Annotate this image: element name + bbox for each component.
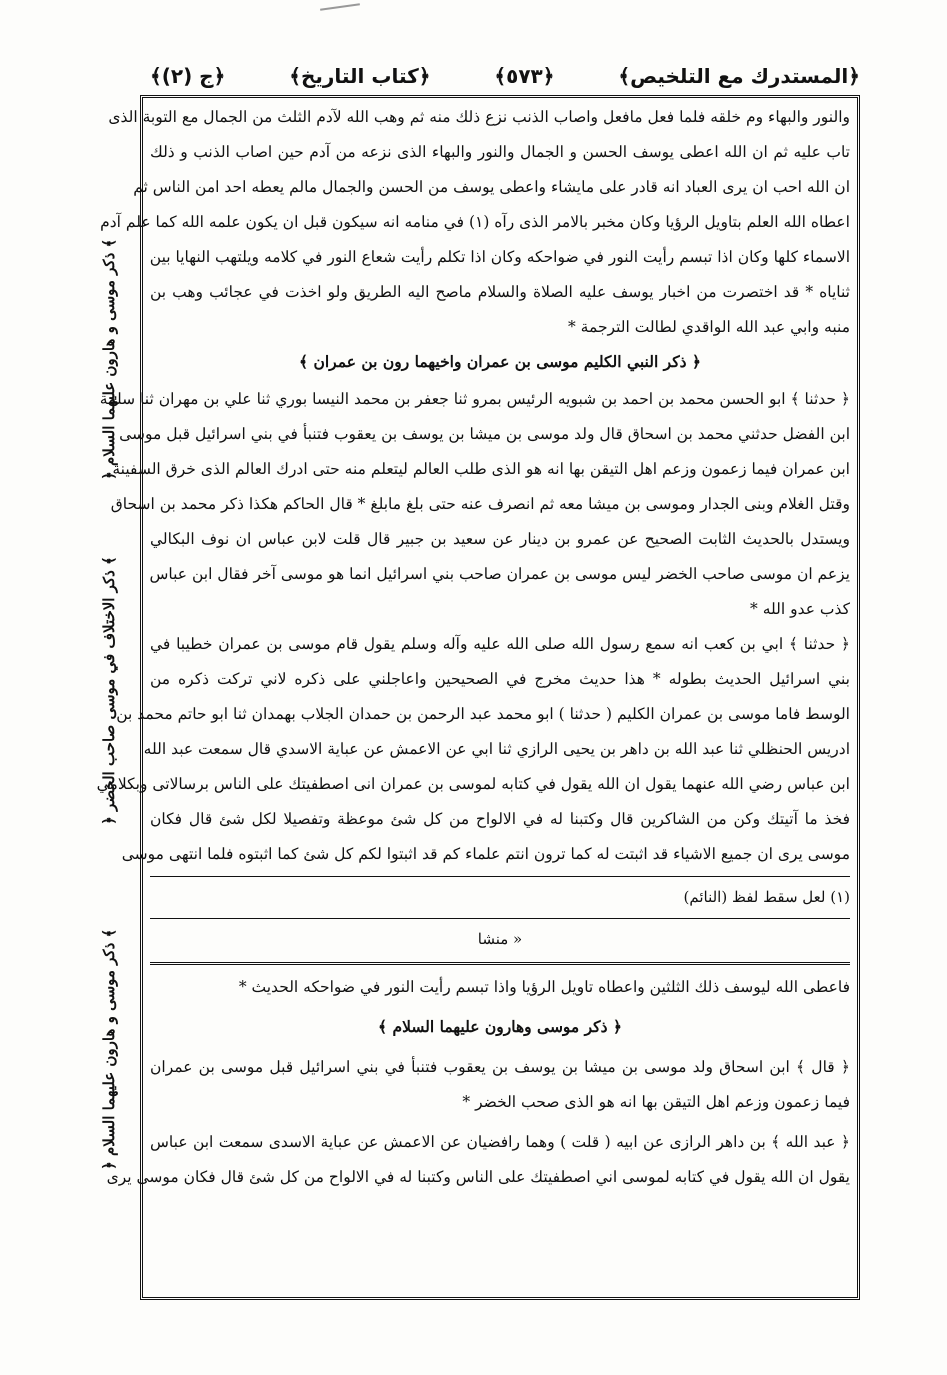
- text-line: ﴿ حدثنا ﴾ ابو الحسن محمد بن احمد بن شبويه الرئيس بمرو ثنا جعفر بن محمد النيسا بوري ثنا علي بن مهران ثنا سلمة: [99, 390, 850, 408]
- summary-divider: [150, 962, 850, 965]
- text-line: موسى يرى ان جميع الاشياء قد اثبتت له كما ترون انتم علماء كم قد اثبتوا لكم كل شئ كما اثبتوه فلما انتهى موسى: [121, 845, 850, 863]
- running-header: [150, 56, 860, 96]
- text-line: الوسط فاما موسى بن عمران الكليم ( حدثنا ) ابو محمد عبد الرحمن بن حمدان الجلاب بهمدان ثنا ابو حاتم محمد بن: [116, 705, 850, 723]
- text-line: ثناياه * قد اختصرت من اخبار يوسف عليه الصلاة والسلام ماصح اليه الطريق ولو اخذت في عجائب وهب بن: [150, 283, 850, 301]
- text-line: كذب عدو الله *: [750, 600, 850, 618]
- text-line: ابن عباس رضي الله عنهما يقول ان الله يقول في كتابه لموسى بن عمران انى اصطفيتك على الناس برسالاتى وبكلامي: [96, 775, 850, 793]
- footnote: (١) لعل سقط لفظ (النائم): [683, 888, 850, 906]
- text-line: وقتل الغلام وبنى الجدار وموسى بن ميشا معه ثم انصرف عنه حتى بلغ مابلغ * قال الحاكم هكذا ذكر محمد بن اسحاق: [110, 495, 850, 513]
- summary-line: فيما زعمون وزعم اهل التيقن بها انه هو الذى صحب الخضر *: [462, 1093, 850, 1111]
- text-line: بني اسرائيل الحديث بطوله * هذا حديث مخرج في الصحيحين واعاجلني على ذكره لاني تركت ذكره من: [150, 670, 850, 688]
- footnote-correction: « منشا: [477, 930, 523, 948]
- text-line: ابن الفضل حدثني محمد بن اسحاق قال ولد موسى بن ميشا بن يوسف بن يعقوب فتنبأ في بني اسرائيل قبل موسى: [119, 425, 850, 443]
- margin-note: ﴿ ذكر الاختلاف في موسى صاحب الخضر ﴾: [100, 556, 118, 825]
- section-title: ﴿كتاب التاريخ﴾: [289, 64, 431, 88]
- summary-line: يقول ان الله يقول في كتابه لموسى اني اصطفيتك على الناس وكتبنا له في الالواح من كل شئ قال فكان موسى يرى: [106, 1168, 850, 1186]
- text-line: تاب عليه ثم ان الله اعطى يوسف الحسن و الجمال والنور والبهاء الذى نزعه من آدم حين اصاب الذنب و ذلك: [150, 143, 850, 161]
- book-title: ﴿المستدرك مع التلخيص﴾: [618, 64, 860, 88]
- margin-note: ﴿ ذكر موسى و هارون عليهما السلام ﴾: [100, 238, 118, 480]
- text-line: منبه وابي عبد الله الواقدي لطالت الترجمة *: [568, 318, 850, 336]
- pencil-mark: [320, 3, 360, 11]
- section-heading: ﴿ ذكر النبي الكليم موسى بن عمران واخيهما رون بن عمران ﴾: [299, 352, 701, 371]
- summary-line: ﴿ قال ﴾ ابن اسحاق ولد موسى بن ميشا بن يوسف بن يعقوب فتنبأ في بني اسرائيل قبل موسى بن عمران: [150, 1058, 850, 1076]
- text-line: ان الله احب ان يرى العباد انه قادر على مايشاء واعطى يوسف من الحسن والجمال مالم يعطه احد امن الناس ثم: [133, 178, 850, 196]
- text-line: والنور والبهاء وم خلقه فلما فعل مافعل واصاب الذنب نزع ذلك منه ثم وهب الله لآدم الثلث من الجمال مع التوبة الذى: [108, 108, 850, 126]
- summary-line: ﴿ عبد الله ﴾ بن داهر الرازى عن ابيه ( قلت ) وهما رافضيان عن الاعمش عن عباية الاسدى سمعت ابن عباس: [150, 1133, 850, 1151]
- text-line: فخذ ما آتيتك وكن من الشاكرين قال وكتبنا له في الالواح من كل شئ موعظة وتفصيلا لكل شئ قال فكان: [150, 810, 850, 828]
- margin-note: ﴿ ذكر موسى و هارون عليهما السلام ﴾: [100, 928, 118, 1170]
- text-line: ﴿ حدثنا ﴾ ابي بن كعب انه سمع رسول الله صلى الله عليه وآله وسلم يقول قام موسى بن عمران خطيبا في: [150, 635, 850, 653]
- summary-line: فاعطى الله ليوسف ذلك الثلثين واعطاه تاويل الرؤيا واذا تبسم رأيت النور في ضواحكه الحديث *: [238, 978, 850, 996]
- text-line: الاسماء كلها وكان اذا تبسم رأيت النور في ضواحكه وكان اذا تكلم رأيت شعاع النور في كلامه ويلتهب النهايا بين: [149, 248, 850, 266]
- footnote-rule-lower: [150, 918, 850, 919]
- page-number: ﴿٥٧٣﴾: [494, 64, 555, 88]
- text-line: ويستدل بالحديث الثابت الصحيح عن عمرو بن دينار عن سعيد بن جبير قال قلت لابن عباس ان نوف البكالي: [150, 530, 850, 548]
- text-line: يزعم ان موسى صاحب الخضر ليس موسى بن عمران صاحب بني اسرائيل انما هو موسى آخر فقال ابن عباس: [149, 565, 850, 583]
- summary-heading: ﴿ ذكر موسى وهارون عليهما السلام ﴾: [378, 1017, 622, 1036]
- text-line: اعطاه الله العلم بتاويل الرؤيا وكان مخبر بالامر الذى رآه (١) في منامه انه سيكون قبل ان يكون علمه الله كما علم آدم: [100, 213, 850, 231]
- volume-number: ﴿ج (٢)﴾: [150, 64, 226, 88]
- text-line: ادريس الحنظلي ثنا عبد الله بن داهر بن يحيى الرازي ثنا ابي عن الاعمش عن عباية الاسدي قال سمعت عبد الله: [143, 740, 850, 758]
- footnote-rule: [150, 876, 850, 877]
- text-line: ابن عمران فيما زعمون وزعم اهل التيقن بها انه هو الذى طلب العالم ليتعلم منه حتى ادرك العالم الذى خرق السفينة: [112, 460, 850, 478]
